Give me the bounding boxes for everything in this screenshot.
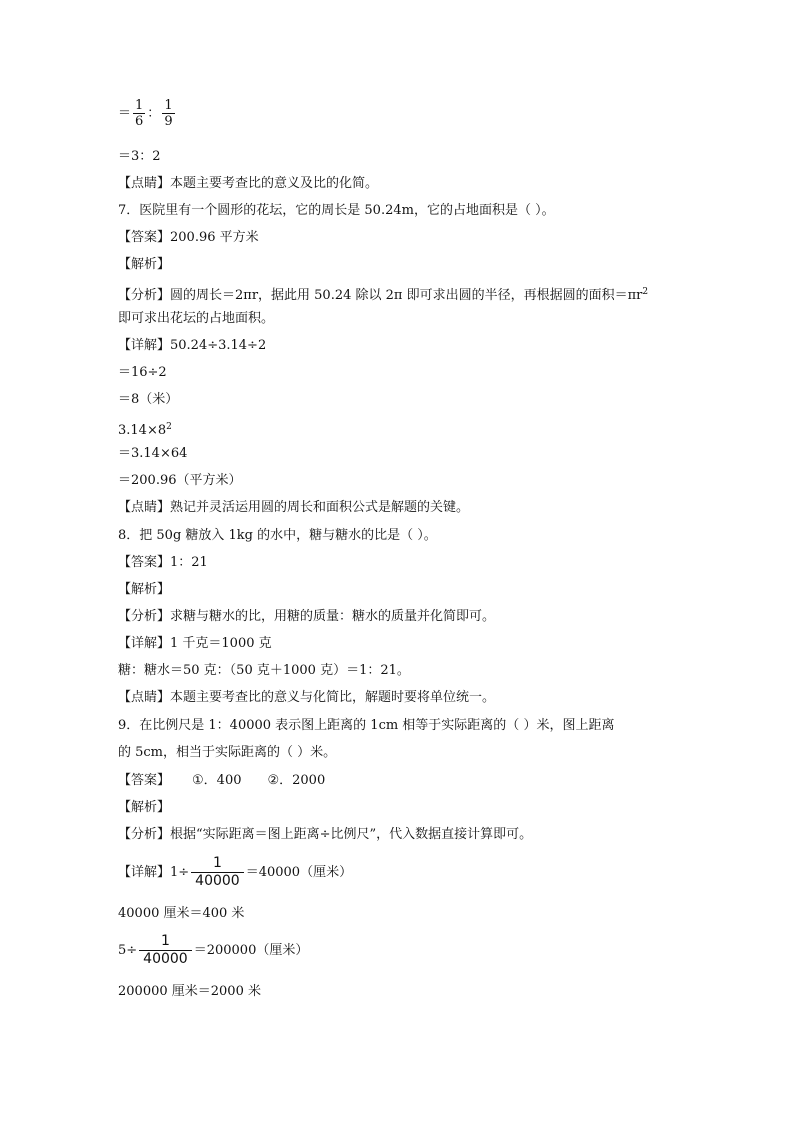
answer-q9-part-1: ①．400 — [192, 773, 242, 788]
fraction-scale-2: $\frac{1}{40000}$ — [139, 933, 192, 968]
ratio-fraction-line — [118, 98, 177, 129]
question-9: 9．在比例尺是 1：40000 表示图上距离的 1cm 相等于实际距离的（ ）米，图上距离 — [118, 718, 615, 733]
xiangjie-q7: 【详解】50.24÷3.14÷2 — [118, 338, 267, 353]
fraction-one-sixth: $\frac{1}{6}$ — [135, 98, 144, 129]
xiangjie-q8: 【详解】1 千克＝1000 克 — [118, 636, 272, 651]
equals-sign: ＝ — [118, 106, 132, 121]
step-q9-3: 200000 厘米＝2000 米 — [118, 984, 261, 999]
jiexi-q9: 【解析】 — [118, 800, 171, 815]
fenxi-q7-continued: 即可求出花坛的占地面积。 — [118, 311, 275, 326]
question-7: 7．医院里有一个圆形的花坛，它的周长是 50.24m，它的占地面积是（ ）。 — [118, 203, 555, 218]
answer-q7: 【答案】200.96 平方米 — [118, 230, 259, 245]
step-q7-2: ＝8（米） — [118, 392, 179, 407]
fenxi-q8: 【分析】求糖与糖水的比，用糖的质量：糖水的质量并化简即可。 — [118, 609, 496, 624]
answer-q9: 【答案】 ①．400 ②．2000 — [118, 773, 326, 788]
step-q8-1: 糖：糖水＝50 克：（50 克＋1000 克）＝1：21。 — [118, 663, 410, 678]
dianjing-q8: 【点睛】本题主要考查比的意义与化简比，解题时要将单位统一。 — [118, 690, 496, 705]
dianjing-q6: 【点睛】本题主要考查比的意义及比的化简。 — [118, 176, 379, 191]
answer-q9-part-2: ②．2000 — [267, 773, 326, 788]
step-q7-3: $3.14\times 8^2$ — [118, 422, 172, 438]
fraction-one-ninth: $\frac{1}{9}$ — [164, 98, 173, 129]
step-q7-4: ＝3.14×64 — [118, 446, 188, 461]
jiexi-q7: 【解析】 — [118, 257, 171, 272]
step-q7-1: ＝16÷2 — [118, 365, 167, 380]
step-q9-1: 40000 厘米＝400 米 — [118, 906, 245, 921]
question-8: 8．把 50g 糖放入 1kg 的水中，糖与糖水的比是（ ）。 — [118, 528, 437, 543]
question-9-continued: 的 5cm，相当于实际距离的（ ）米。 — [118, 745, 337, 760]
fenxi-q9: 【分析】根据“实际距离＝图上距离÷比例尺”，代入数据直接计算即可。 — [118, 827, 533, 842]
dianjing-q7: 【点睛】熟记并灵活运用圆的周长和面积公式是解题的关键。 — [118, 500, 470, 515]
jiexi-q8: 【解析】 — [118, 582, 171, 597]
xiangjie-q9: 【详解】1÷ $\frac{1}{40000}$ ＝40000（厘米） — [118, 855, 353, 889]
answer-q8: 【答案】1：21 — [118, 555, 208, 570]
fenxi-q7: 【分析】圆的周长＝2πr，据此用 50.24 除以 2π 即可求出圆的半径，再根据圆的面积$=\pi r^2$ — [118, 287, 649, 303]
step-q9-2: 5÷ $\frac{1}{40000}$ ＝200000（厘米） — [118, 933, 309, 967]
step-q7-5: ＝200.96（平方米） — [118, 473, 242, 488]
ratio-colon: ： — [147, 106, 161, 121]
fraction-scale: $\frac{1}{40000}$ — [191, 855, 244, 890]
ratio-result: ＝3：2 — [118, 149, 161, 164]
